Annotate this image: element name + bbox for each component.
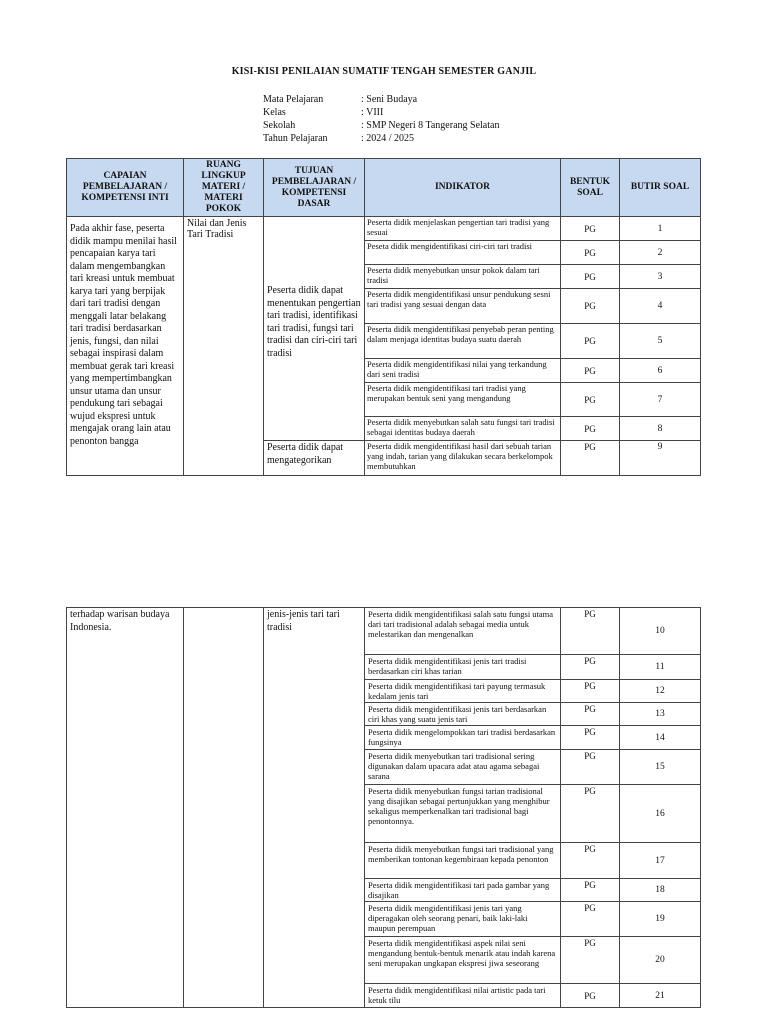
butir-cell: 15: [620, 750, 701, 785]
bentuk-cell: PG: [561, 984, 620, 1008]
butir-cell: 9: [620, 441, 701, 476]
info-row-school: [263, 119, 499, 132]
bentuk-cell: PG: [561, 655, 620, 680]
butir-cell: 2: [620, 241, 701, 265]
indikator-cell: Peserta didik mengidentifikasi unsur pendukung sesni tari tradisi yang sesuai dengan data: [365, 289, 561, 324]
header-tujuan: TUJUAN PEMBELAJARAN / KOMPETENSI DASAR: [264, 159, 365, 217]
bentuk-cell: PG: [561, 902, 620, 937]
indikator-cell: Peserta didik menjelaskan pengertian tari tradisi yang sesuai: [365, 217, 561, 241]
header-bentuk-soal: BENTUK SOAL: [561, 159, 620, 217]
bentuk-cell: PG: [561, 417, 620, 441]
bentuk-cell: PG: [561, 441, 620, 476]
capaian-cell: terhadap warisan budaya Indonesia.: [67, 608, 184, 1008]
info-value: : Seni Budaya: [361, 94, 418, 105]
indikator-cell: Peserta didik mengidentifikasi tari payung termasuk kedalam jenis tari: [365, 680, 561, 703]
butir-cell: 10: [620, 608, 701, 655]
bentuk-cell: PG: [561, 289, 620, 324]
info-block: [263, 93, 499, 145]
indikator-cell: Peserta didik menyebutkan fungsi tarian tradisional yang disajikan sebagai pertunjukkan yang menghibur sekaligus memperkenalkan tari tradisional bagi penontonnya.: [365, 785, 561, 843]
butir-cell: 11: [620, 655, 701, 680]
kisi-kisi-table-page-2: [66, 607, 701, 1008]
bentuk-cell: PG: [561, 703, 620, 726]
butir-cell: 21: [620, 984, 701, 1008]
indikator-cell: Peserta didik mengidentifikasi aspek nilai seni mengandung bentuk-bentuk menarik atau indah karena seni merupakan ungkapan ekspresi jiwa seseorang: [365, 937, 561, 984]
butir-cell: 3: [620, 265, 701, 289]
bentuk-cell: PG: [561, 608, 620, 655]
butir-cell: 4: [620, 289, 701, 324]
bentuk-cell: PG: [561, 879, 620, 902]
info-row-year: [263, 132, 499, 145]
tujuan-cell: Peserta didik dapat menentukan pengertian tari tradisi, identifikasi tari tradisi, fungsi tari tradisi dan ciri-ciri tari tradisi: [264, 217, 365, 441]
butir-cell: 18: [620, 879, 701, 902]
table-header-row: [67, 159, 701, 217]
kisi-kisi-table-page-1: [66, 158, 701, 476]
bentuk-cell: PG: [561, 359, 620, 383]
butir-cell: 12: [620, 680, 701, 703]
indikator-cell: Peserta didik mengidentifikasi tari pada gambar yang disajikan: [365, 879, 561, 902]
indikator-cell: Peserta didik mengidentifikasi penyebab peran penting dalam menjaga identitas budaya suatu daerah: [365, 324, 561, 359]
indikator-cell: Peserta didik menyebutkan unsur pokok dalam tari tradisi: [365, 265, 561, 289]
header-capaian: CAPAIAN PEMBELAJARAN / KOMPETENSI INTI: [67, 159, 184, 217]
capaian-cell: Pada akhir fase, peserta didik mampu menilai hasil pencapaian karya tari dalam mengembangkan tari kreasi untuk membuat karya tari yang berpijak dari tari tradisi dengan menggali latar belakang tari tradisi berdasarkan jenis, fungsi, dan nilai sebagai inspirasi dalam membuat gerak tari kreasi yang mempertimbangkan unsur utama dan unsur pendukung tari sebagai wujud ekspresi untuk mengajak orang lain atau penonton bangga: [67, 217, 184, 476]
bentuk-cell: PG: [561, 324, 620, 359]
indikator-cell: Peserta didik mengidentifikasi jenis tari yang diperagakan oleh seorang penari, baik laki-laki maupun perempuan: [365, 902, 561, 937]
info-value: : SMP Negeri 8 Tangerang Selatan: [361, 120, 500, 131]
tujuan-cell: Peserta didik dapat mengategorikan: [264, 441, 365, 476]
info-key: Kelas: [263, 107, 286, 118]
info-key: Sekolah: [263, 120, 296, 131]
indikator-cell: Peserta didik mengidentifikasi nilai yang terkandung dari seni tradisi: [365, 359, 561, 383]
indikator-cell: Peserta didik mengelompokkan tari tradisi berdasarkan fungsinya: [365, 726, 561, 750]
info-key: Tahun Pelajaran: [263, 133, 328, 144]
indikator-cell: Peserta didik mengidentifikasi hasil dari sebuah tarian yang indah, tarian yang dilakukan secara berkelompok membutuhkan: [365, 441, 561, 476]
butir-cell: 5: [620, 324, 701, 359]
bentuk-cell: PG: [561, 843, 620, 879]
indikator-cell: Peserta didik mengidentifikasi nilai artistic pada tari ketuk tilu: [365, 984, 561, 1008]
bentuk-cell: PG: [561, 785, 620, 843]
bentuk-cell: PG: [561, 217, 620, 241]
indikator-cell: Peserta didik mengidentifikasi jenis tari berdasarkan ciri khas yang suatu jenis tari: [365, 703, 561, 726]
butir-cell: 8: [620, 417, 701, 441]
header-butir-soal: BUTIR SOAL: [620, 159, 701, 217]
info-value: : VIII: [361, 107, 384, 118]
indikator-cell: Peserta didik menyebutkan fungsi tari tradisional yang memberikan tontonan kegembiraan kepada penonton: [365, 843, 561, 879]
bentuk-cell: PG: [561, 383, 620, 417]
indikator-cell: Peseta didik mengidentifikasi ciri-ciri tari tradisi: [365, 241, 561, 265]
indikator-cell: Peserta didik mengidentifikasi tari tradisi yang merupakan bentuk seni yang mengandung: [365, 383, 561, 417]
info-key: Mata Pelajaran: [263, 94, 324, 105]
butir-cell: 6: [620, 359, 701, 383]
info-row-subject: [263, 93, 499, 106]
butir-cell: 17: [620, 843, 701, 879]
butir-cell: 1: [620, 217, 701, 241]
ruang-lingkup-cell: Nilai dan Jenis Tari Tradisi: [184, 217, 264, 476]
header-indikator: INDIKATOR: [365, 159, 561, 217]
butir-cell: 14: [620, 726, 701, 750]
indikator-cell: Peserta didik mengidentifikasi jenis tari tradisi berdasarkan ciri khas tarian: [365, 655, 561, 680]
bentuk-cell: PG: [561, 241, 620, 265]
table-row: [67, 608, 701, 655]
butir-cell: 20: [620, 937, 701, 984]
butir-cell: 16: [620, 785, 701, 843]
ruang-lingkup-cell: [184, 608, 264, 1008]
info-row-class: [263, 106, 499, 119]
butir-cell: 7: [620, 383, 701, 417]
info-value: : 2024 / 2025: [361, 133, 415, 144]
document-title: KISI-KISI PENILAIAN SUMATIF TENGAH SEMESTER GANJIL: [231, 66, 537, 77]
bentuk-cell: PG: [561, 937, 620, 984]
tujuan-cell: jenis-jenis tari tari tradisi: [264, 608, 365, 1008]
table-row: [67, 217, 701, 241]
indikator-cell: Peserta didik mengidentifikasi salah satu fungsi utama dari tari tradisional adalah sebagai media untuk melestarikan dan mengenalkan: [365, 608, 561, 655]
bentuk-cell: PG: [561, 726, 620, 750]
bentuk-cell: PG: [561, 680, 620, 703]
indikator-cell: Peserta didik menyebutkan tari tradisional sering digunakan dalam upacara adat atau agama sebagai sarana: [365, 750, 561, 785]
bentuk-cell: PG: [561, 750, 620, 785]
butir-cell: 19: [620, 902, 701, 937]
bentuk-cell: PG: [561, 265, 620, 289]
header-ruang-lingkup: RUANG LINGKUP MATERI / MATERI POKOK: [184, 159, 264, 217]
butir-cell: 13: [620, 703, 701, 726]
indikator-cell: Peserta didik menyebutkan salah satu fungsi tari tradisi sebagai identitas budaya daerah: [365, 417, 561, 441]
